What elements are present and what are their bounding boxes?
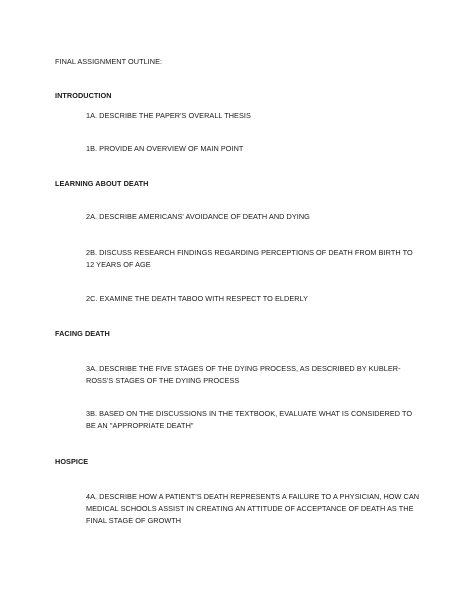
section-heading-introduction: INTRODUCTION: [55, 91, 112, 100]
section-heading-learning-about-death: LEARNING ABOUT DEATH: [55, 179, 149, 188]
outline-item-4a: 4A. DESCRIBE HOW A PATIENT'S DEATH REPRESENTS A FAILURE TO A PHYSICIAN, HOW CAN MEDICAL SCHOOLS ASSIST IN CREATING AN ATTITUDE OF ACCEPTANCE OF DEATH AS THE FINAL STAGE OF GROWTH: [86, 492, 420, 525]
outline-item-3b: 3B. BASED ON THE DISCUSSIONS IN THE TEXTBOOK, EVALUATE WHAT IS CONSIDERED TO BE AN "APPROPRIATE DEATH": [86, 409, 413, 430]
outline-item-2b: 2B. DISCUSS RESEARCH FINDINGS REGARDING PERCEPTIONS OF DEATH FROM BIRTH TO 12 YEARS OF AGE: [86, 248, 413, 269]
outline-item-2a: 2A. DESCRIBE AMERICANS' AVOIDANCE OF DEATH AND DYING: [86, 212, 310, 221]
outline-item-1b: 1B. PROVIDE AN OVERVIEW OF MAIN POINT: [86, 144, 244, 153]
outline-item-2c: 2C. EXAMINE THE DEATH TABOO WITH RESPECT TO ELDERLY: [86, 294, 309, 303]
section-heading-facing-death: FACING DEATH: [55, 329, 110, 338]
outline-item-3a: 3A. DESCRIBE THE FIVE STAGES OF THE DYING PROCESS, AS DESCRIBED BY KUBLER-ROSS'S STAGES OF THE DYIING PROCESS: [86, 364, 401, 385]
document-title: FINAL ASSIGNMENT OUTLINE:: [55, 57, 163, 66]
outline-item-1a: 1A. DESCRIBE THE PAPER'S OVERALL THESIS: [86, 111, 251, 120]
section-heading-hospice: HOSPICE: [55, 457, 89, 466]
